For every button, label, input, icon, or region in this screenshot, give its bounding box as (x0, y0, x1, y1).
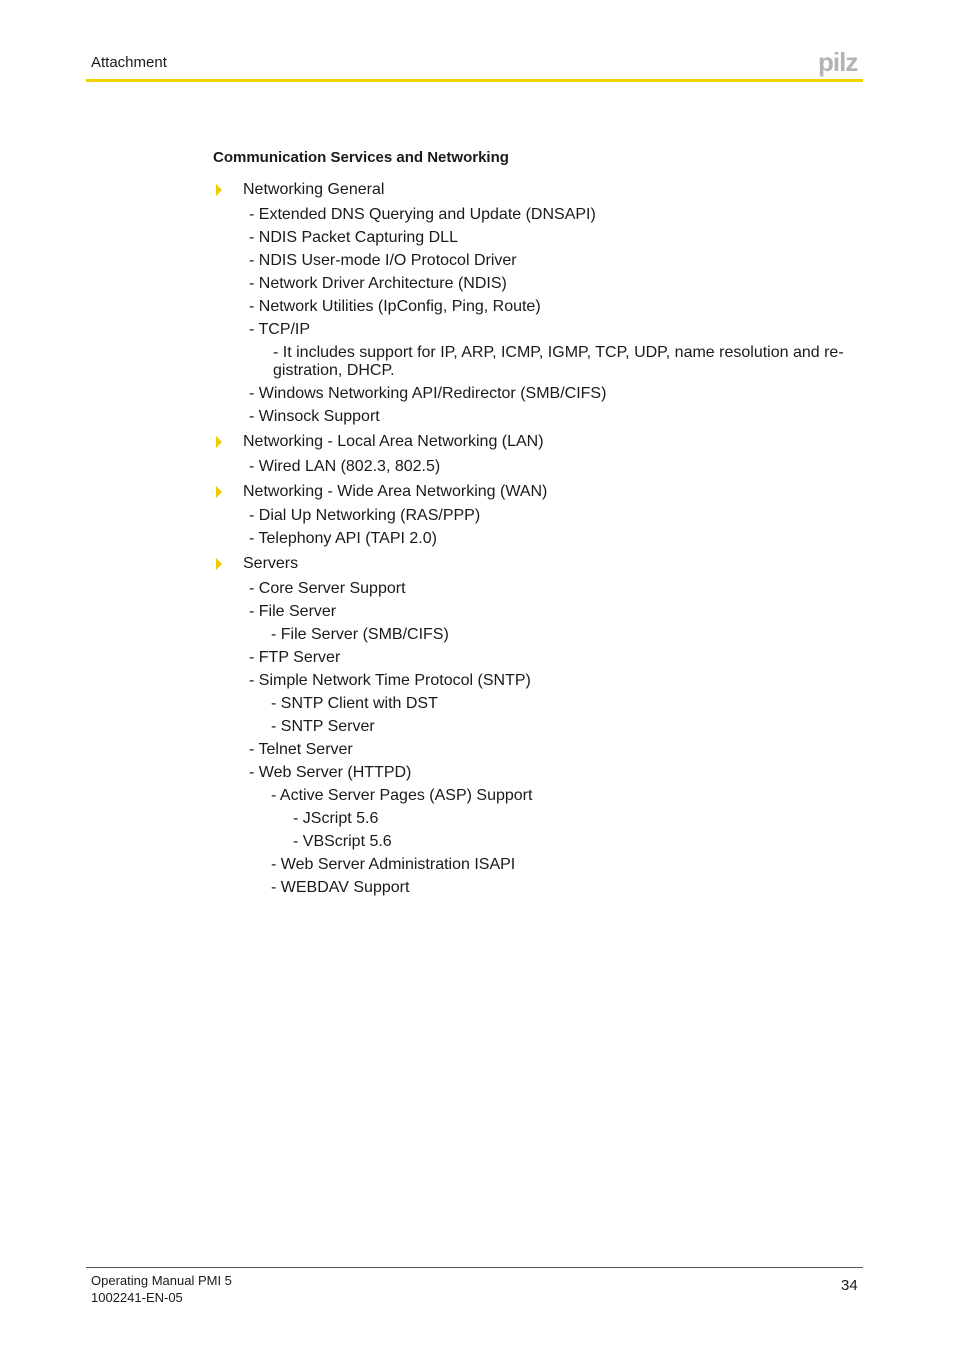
bullet-arrow-icon (216, 184, 222, 196)
list-item-bullet: Networking - Wide Area Networking (WAN) (243, 483, 548, 500)
list-item: - Dial Up Networking (RAS/PPP) (249, 507, 481, 524)
list-item: - Telnet Server (249, 741, 353, 758)
header-divider (86, 79, 863, 82)
list-item: - File Server (249, 603, 337, 620)
list-item: - Network Driver Architecture (NDIS) (249, 275, 507, 292)
list-item: - NDIS User-mode I/O Protocol Driver (249, 252, 517, 269)
list-item: - File Server (SMB/CIFS) (271, 626, 449, 643)
list-item: - SNTP Client with DST (271, 695, 438, 712)
list-item: - Web Server Administration ISAPI (271, 856, 516, 873)
list-item: gistration, DHCP. (273, 362, 395, 379)
list-item: - Telephony API (TAPI 2.0) (249, 530, 437, 547)
pilz-logo: pilz (818, 47, 858, 77)
bullet-arrow-icon (216, 436, 222, 448)
header-section-title: Attachment (91, 54, 167, 71)
list-item-bullet: Networking - Local Area Networking (LAN) (243, 433, 544, 450)
section-heading: Communication Services and Networking (213, 149, 509, 166)
list-item: - It includes support for IP, ARP, ICMP, IGMP, TCP, UDP, name resolution and re- (273, 344, 844, 361)
list-item: - Core Server Support (249, 580, 406, 597)
bullet-arrow-icon (216, 486, 222, 498)
footer-divider (86, 1267, 863, 1268)
list-item: - NDIS Packet Capturing DLL (249, 229, 458, 246)
list-item: - Active Server Pages (ASP) Support (271, 787, 533, 804)
list-item: - Windows Networking API/Redirector (SMB/CIFS) (249, 385, 607, 402)
list-item: - Web Server (HTTPD) (249, 764, 412, 781)
page-number: 34 (841, 1277, 858, 1294)
list-item: - JScript 5.6 (293, 810, 379, 827)
list-item: - Simple Network Time Protocol (SNTP) (249, 672, 531, 689)
list-item: - TCP/IP (249, 321, 311, 338)
list-item: - Winsock Support (249, 408, 380, 425)
list-item: - Network Utilities (IpConfig, Ping, Route) (249, 298, 541, 315)
list-item: - Wired LAN (802.3, 802.5) (249, 458, 441, 475)
list-item: - FTP Server (249, 649, 341, 666)
list-item-bullet: Networking General (243, 181, 385, 198)
bullet-arrow-icon (216, 558, 222, 570)
list-item: - SNTP Server (271, 718, 375, 735)
list-item: - VBScript 5.6 (293, 833, 392, 850)
footer-manual-title: Operating Manual PMI 5 (91, 1273, 232, 1288)
list-item: - Extended DNS Querying and Update (DNSAPI) (249, 206, 596, 223)
footer-doc-number: 1002241-EN-05 (91, 1290, 183, 1305)
list-item-bullet: Servers (243, 555, 299, 572)
list-item: - WEBDAV Support (271, 879, 410, 896)
